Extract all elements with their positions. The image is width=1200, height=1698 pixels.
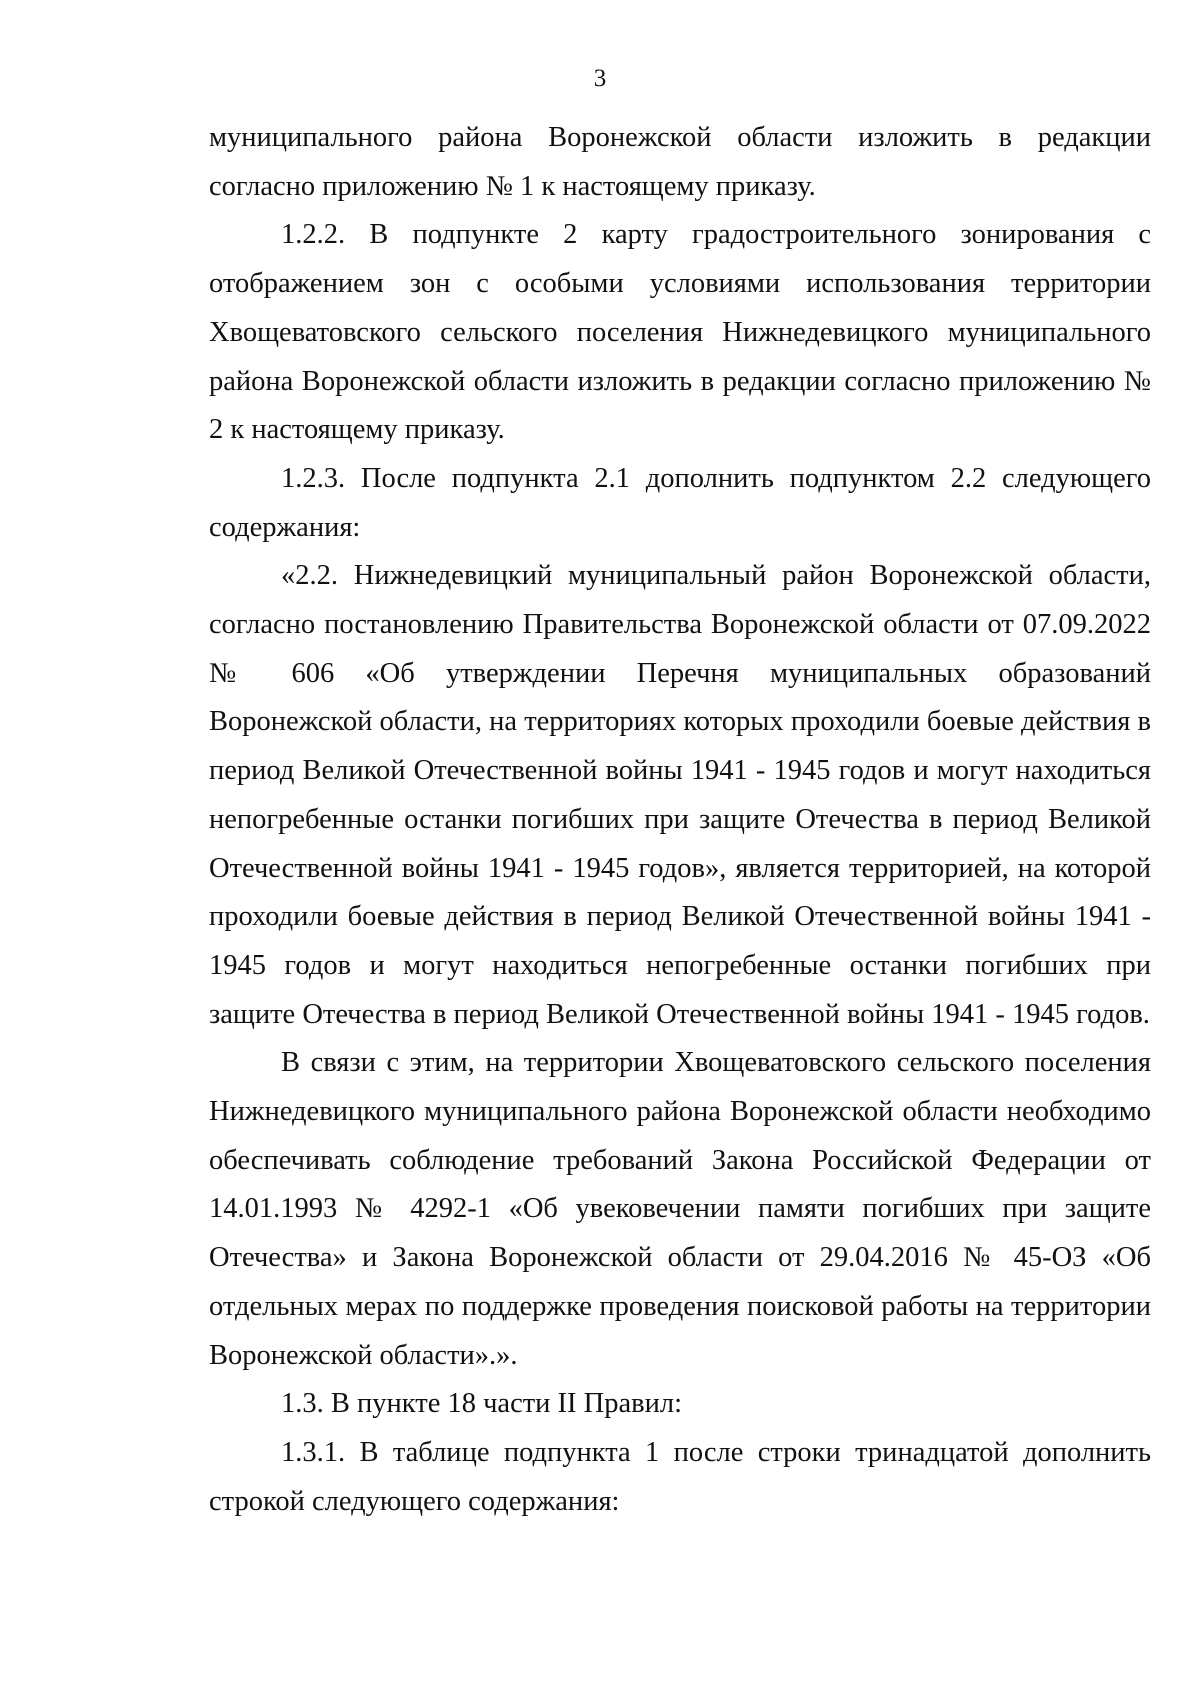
page-number: 3	[593, 65, 607, 92]
document-body	[209, 114, 1151, 1526]
paragraph-1-2-3: 1.2.3. После подпункта 2.1 дополнить подпунктом 2.2 следующего содержания:	[209, 462, 1151, 543]
paragraph-1-3-1: 1.3.1. В таблице подпункта 1 после строки тринадцатой дополнить строкой следующего содержания:	[209, 1436, 1151, 1517]
paragraph-requirements: В связи с этим, на территории Хвощеватовского сельского поселения Нижнедевицкого муниципального района Воронежской области необходимо обеспечивать соблюдение требований Закона Российской Федерации от 14.01.1993 № 4292-1 «Об увековечении памяти погибших при защите Отечества» и Закона Воронежской области от 29.04.2016 № 45-ОЗ «Об отдельных мерах по поддержке проведения поисковой работы на территории Воронежской области».».	[209, 1047, 1151, 1371]
paragraph-1-2-2: 1.2.2. В подпункте 2 карту градостроительного зонирования с отображением зон с особыми условиями использования территории Хвощеватовского сельского поселения Нижнедевицкого муниципального района Воронежской области изложить в редакции согласно приложению № 2 к настоящему приказу.	[209, 219, 1151, 446]
paragraph-1-3: 1.3. В пункте 18 части II Правил:	[281, 1388, 682, 1420]
paragraph-quote-2-2: «2.2. Нижнедевицкий муниципальный район Воронежской области, согласно постановлению Правительства Воронежской области от 07.09.2022 № 606 «Об утверждении Перечня муниципальных образований Воронежской области, на территориях которых проходили боевые действия в период Великой Отечественной войны 1941 - 1945 годов и могут находиться непогребенные останки погибших при защите Отечества в период Великой Отечественной войны 1941 - 1945 годов», является территорией, на которой проходили боевые действия в период Великой Отечественной войны 1941 - 1945 годов и могут находиться непогребенные останки погибших при защите Отечества в период Великой Отечественной войны 1941 - 1945 годов.	[209, 560, 1151, 1030]
paragraph-continuation: муниципального района Воронежской области изложить в редакции согласно приложению № 1 к настоящему приказу.	[209, 122, 1151, 202]
